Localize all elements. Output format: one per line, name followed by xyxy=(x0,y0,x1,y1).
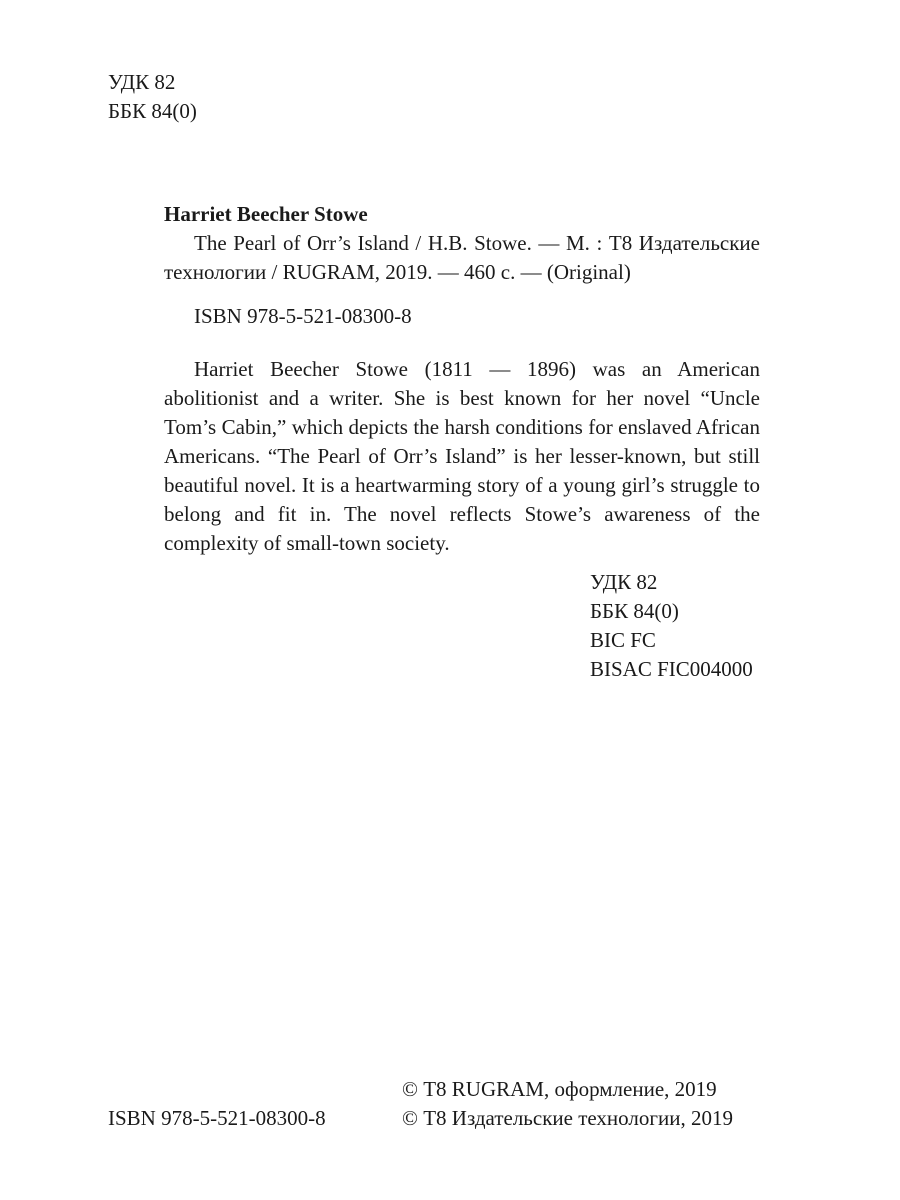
abstract-paragraph: Harriet Beecher Stowe (1811 — 1896) was an American abolitionist and a writer. She is best known for her novel “Uncle Tom’s Cabin,” which depicts the harsh conditions for enslaved African Americans. “The Pearl of Orr’s Island” is her lesser-known, but still beautiful novel. It is a heartwarming story of a young girl’s struggle to belong and fit in. The novel reflects Stowe’s awareness of the complexity of small-town society. xyxy=(164,357,760,555)
author-name: Harriet Beecher Stowe xyxy=(164,202,368,226)
catalog-entry xyxy=(164,200,760,287)
classification-code-udk: УДК 82 xyxy=(590,570,658,594)
udk-code: УДК 82 xyxy=(108,70,176,94)
bbk-code: ББК 84(0) xyxy=(108,99,197,123)
classification-code-bbk: ББК 84(0) xyxy=(590,599,679,623)
footer-isbn: ISBN 978-5-521-08300-8 xyxy=(108,1106,326,1130)
classification-code-bisac: BISAC FIC004000 xyxy=(590,657,753,681)
classification-code-bic: BIC FC xyxy=(590,628,656,652)
classification-codes xyxy=(590,568,753,684)
copyright-publisher: © Т8 Издательские технологии, 2019 xyxy=(402,1106,733,1130)
copyright-notices xyxy=(402,1075,733,1133)
bibliographic-description: The Pearl of Orr’s Island / H.B. Stowe. — М. : Т8 Издательские технологии / RUGRAM, 2019. — 460 с. — (Original) xyxy=(164,231,760,284)
catalog-isbn: ISBN 978-5-521-08300-8 xyxy=(194,304,412,328)
copyright-design: © Т8 RUGRAM, оформление, 2019 xyxy=(402,1077,717,1101)
header-codes xyxy=(108,68,197,126)
